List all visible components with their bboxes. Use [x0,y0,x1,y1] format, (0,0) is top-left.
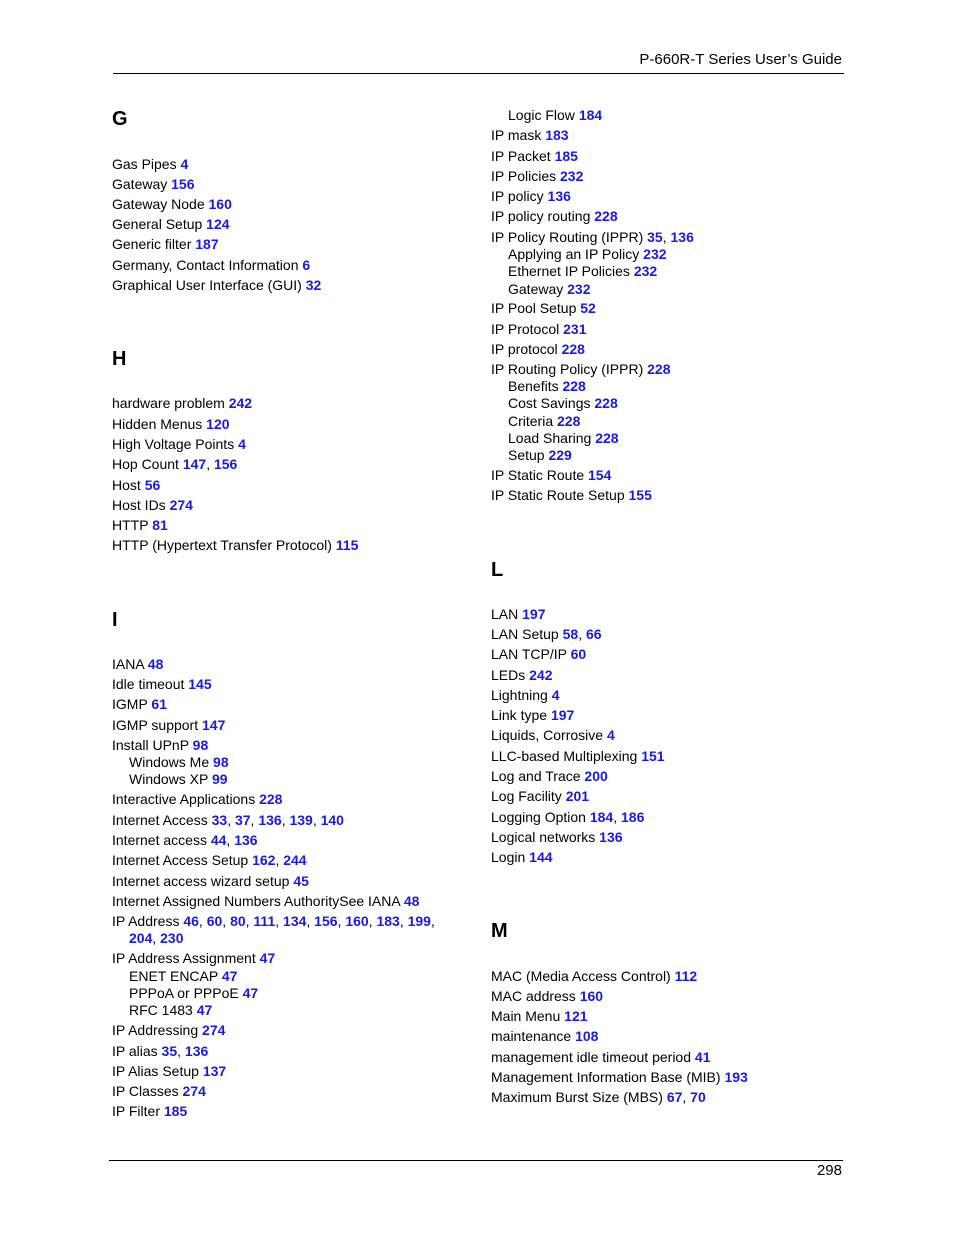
index-entry [491,687,560,704]
entry-label: Host IDs [112,497,170,513]
index-entry [112,477,160,494]
index-entry: 204, 230 [129,930,184,946]
entry-label: MAC address [491,988,580,1004]
index-letter-heading: L [491,559,504,581]
page-link[interactable]: 232 [567,281,591,297]
page-link[interactable]: 60 [570,646,587,662]
entry-label: Windows XP [129,771,212,787]
index-entry [491,467,611,484]
index-entry [112,236,219,253]
page-link[interactable]: 228 [594,395,618,411]
page-link[interactable]: 139 [289,812,313,828]
page-link[interactable]: 47 [221,968,238,984]
entry-label: maintenance [491,1028,576,1044]
page-link[interactable]: 70 [690,1089,706,1105]
entry-label: Gateway [112,176,172,192]
entry-label: Criteria [508,413,558,429]
page-link[interactable]: 81 [152,517,168,533]
entry-label: management idle timeout period [491,1049,695,1065]
entry-label: Hidden Menus [112,416,207,432]
page-link[interactable]: 232 [560,168,584,184]
index-entry [491,707,574,724]
page-link[interactable]: 228 [259,791,283,807]
entry-label: Install UPnP [112,737,193,753]
footer-divider [109,1160,843,1161]
entry-label: Generic filter [112,236,196,252]
entry-label: Logical networks [491,829,600,845]
entry-label: Germany, Contact Information [112,257,303,273]
entry-label: IP Packet [491,148,555,164]
page-link[interactable]: 108 [575,1028,599,1044]
page-link[interactable]: 228 [595,430,619,446]
index-entry [491,829,623,846]
entry-label: IP Address Assignment [112,950,260,966]
index-entry [112,1022,225,1039]
page-link[interactable]: 200 [584,768,608,784]
entry-label: Login [491,849,530,865]
index-letter-heading: G [112,108,128,130]
page-link[interactable]: 232 [633,263,658,279]
page-link[interactable]: 4 [238,436,246,452]
entry-label: MAC (Media Access Control) [491,968,675,984]
entry-label: hardware problem [112,395,229,411]
index-entry [491,321,586,338]
entry-label: Internet Access Setup [112,852,253,868]
index-entry: IP Policy Routing (IPPR) 35, 136 [491,229,694,245]
index-subentry [508,246,667,263]
page-link[interactable]: 61 [151,696,167,712]
entry-label: Log Facility [491,788,566,804]
index-entry: IP Address 46, 60, 80, 111, 134, 156, 160, 183, 199, [112,913,435,929]
entry-label: IP Protocol [491,321,564,337]
entry-label: IP Alias Setup [112,1063,203,1079]
entry-label: Internet Assigned Numbers AuthoritySee IANA [112,893,404,909]
index-entry [491,487,652,504]
index-entry [112,950,275,967]
index-entry: Internet access 44, 136 [112,832,258,848]
entry-label: PPPoA or PPPoE [129,985,243,1001]
page-number: 298 [816,1162,842,1179]
index-entry: LAN Setup 58, 66 [491,626,602,642]
page-link[interactable]: 47 [259,950,276,966]
page-link[interactable]: 228 [562,378,586,394]
entry-label: Windows Me [129,754,214,770]
page-link[interactable]: 48 [403,893,420,909]
page-link[interactable]: 136 [184,1043,209,1059]
index-entry [491,968,697,985]
page-link[interactable]: 136 [599,829,623,845]
page-link[interactable]: 197 [522,606,546,622]
page-link[interactable]: 162 [252,852,276,868]
entry-label: IP Pool Setup [491,300,581,316]
index-entry [491,208,618,225]
entry-label: HTTP (Hypertext Transfer Protocol) [112,537,336,553]
index-subentry [508,263,657,280]
index-entry [112,436,246,453]
index-entry [112,1063,226,1080]
entry-label: LEDs [491,667,530,683]
index-subentry [129,754,229,771]
entry-label: Logic Flow [508,107,579,123]
page-link[interactable]: 183 [376,913,400,929]
index-entry [112,416,230,433]
entry-label: Management Information Base (MIB) [491,1069,725,1085]
page-link[interactable]: 160 [345,913,369,929]
index-entry [491,168,583,185]
entry-label: Link type [491,707,551,723]
entry-label: Gas Pipes [112,156,181,172]
index-entry [491,788,589,805]
index-subentry [508,378,586,395]
page-link[interactable]: 112 [674,968,698,984]
entry-continuation-comma: , [430,913,435,929]
entry-label: LAN Setup [491,626,563,642]
page-link[interactable]: 35 [647,229,663,245]
index-entry [112,1103,187,1120]
page-link[interactable]: 4 [606,727,615,743]
entry-label: Host [112,477,145,493]
page-link[interactable]: 124 [206,216,230,232]
page-link[interactable]: 274 [182,1083,206,1099]
entry-label: LLC-based Multiplexing [491,748,642,764]
entry-label: Lightning [491,687,552,703]
page-link[interactable]: 147 [202,717,226,733]
page-link[interactable]: 185 [554,148,578,164]
index-entry [491,127,569,144]
index-entry [491,849,553,866]
entry-label: Maximum Burst Size (MBS) [491,1089,667,1105]
page-link[interactable]: 6 [302,257,311,273]
page-link[interactable]: 244 [283,852,307,868]
index-entry [112,176,195,193]
entry-label: General Setup [112,216,207,232]
index-subentry [508,281,591,298]
page-link[interactable]: 140 [320,812,344,828]
entry-label: IP policy routing [491,208,595,224]
entry-label: Gateway Node [112,196,209,212]
page-link[interactable]: 120 [206,416,230,432]
entry-label: IP Address [112,913,184,929]
page-link[interactable]: 230 [160,930,184,946]
page-link[interactable]: 197 [550,707,575,723]
page-link[interactable]: 185 [163,1103,188,1119]
entry-label: HTTP [112,517,153,533]
page-link[interactable]: 99 [212,771,228,787]
entry-label: IP Classes [112,1083,183,1099]
index-entry [112,676,212,693]
entry-label: Log and Trace [491,768,585,784]
page-link[interactable]: 186 [621,809,645,825]
page-link[interactable]: 121 [564,1008,588,1024]
entry-label: IP Addressing [112,1022,203,1038]
entry-label: Ethernet IP Policies [508,263,634,279]
page-link[interactable]: 136 [234,832,258,848]
index-entry [112,277,321,294]
entry-label: Gateway [508,281,568,297]
entry-label: Setup [508,447,549,463]
entry-label: IANA [112,656,148,672]
index-entry [112,737,208,754]
page-link[interactable]: 231 [563,321,587,337]
page-link[interactable]: 156 [213,456,238,472]
entry-label: Benefits [508,378,563,394]
index-subentry [129,1002,212,1019]
page-link[interactable]: 56 [144,477,161,493]
page-link[interactable]: 228 [647,361,671,377]
index-subentry [508,395,618,412]
entry-label: LAN [491,606,523,622]
index-entry [491,188,571,205]
page-link[interactable]: 151 [641,748,665,764]
page-link[interactable]: 67 [666,1089,683,1105]
page-link[interactable]: 228 [561,341,585,357]
index-subentry [508,430,619,447]
entry-label: IP Filter [112,1103,164,1119]
index-entry [112,216,230,233]
entry-label: IGMP [112,696,152,712]
entry-label: IP Policy Routing (IPPR) [491,229,648,245]
index-entry [112,517,168,534]
entry-label: Idle timeout [112,676,189,692]
index-entry: Maximum Burst Size (MBS) 67, 70 [491,1089,706,1105]
index-entry [112,656,163,673]
page-link[interactable]: 201 [565,788,590,804]
entry-label: RFC 1483 [129,1002,197,1018]
page-link[interactable]: 46 [183,913,199,929]
entry-label: Hop Count [112,456,183,472]
index-entry [491,361,671,378]
page-link[interactable]: 41 [694,1049,711,1065]
index-entry [112,717,225,734]
index-entry: Logging Option 184, 186 [491,809,645,825]
header-divider [113,73,844,74]
index-entry [491,646,586,663]
page-link[interactable]: 193 [724,1069,748,1085]
entry-label: Cost Savings [508,395,595,411]
page-link[interactable]: 228 [557,413,581,429]
page-link[interactable]: 199 [407,913,431,929]
index-entry [491,1049,710,1066]
index-subentry [129,968,237,985]
page-link[interactable]: 184 [578,107,603,123]
index-entry [112,196,232,213]
page-link[interactable]: 204 [129,930,153,946]
index-entry [112,497,193,514]
entry-label: IP Policies [491,168,560,184]
page-link[interactable]: 32 [305,277,322,293]
page-link[interactable]: 4 [551,687,560,703]
index-entry [112,696,167,713]
index-entry [112,257,310,274]
page-link[interactable]: 242 [529,667,553,683]
index-subentry [508,413,580,430]
page-link[interactable]: 47 [196,1002,213,1018]
page-link[interactable]: 145 [188,676,212,692]
entry-label: Main Menu [491,1008,565,1024]
index-entry [112,156,188,173]
index-letter-heading: I [112,609,118,631]
index-entry: IP alias 35, 136 [112,1043,209,1059]
page-link[interactable]: 37 [234,812,251,828]
page-link[interactable]: 35 [161,1043,178,1059]
index-entry [491,988,603,1005]
entry-label: High Voltage Points [112,436,239,452]
entry-label: IP Static Route [491,467,589,483]
entry-label: Load Sharing [508,430,596,446]
entry-label: IP mask [491,127,546,143]
page-link[interactable]: 187 [195,236,219,252]
entry-label: IP alias [112,1043,162,1059]
index-entry [112,873,309,890]
index-entry [491,300,596,317]
index-subentry [129,771,228,788]
index-entry [491,768,608,785]
page-link[interactable]: 242 [228,395,253,411]
index-entry [112,537,358,554]
entry-label: Interactive Applications [112,791,260,807]
page-link[interactable]: 98 [213,754,229,770]
entry-label: LAN TCP/IP [491,646,571,662]
entry-label: Internet Access [112,812,212,828]
page-link[interactable]: 232 [643,246,667,262]
page-link[interactable]: 33 [211,812,228,828]
index-letter-heading: H [112,348,127,370]
page-link[interactable]: 144 [529,849,553,865]
page-link[interactable]: 136 [258,812,282,828]
index-entry [491,606,545,623]
page-link[interactable]: 156 [171,176,195,192]
index-entry [491,1069,748,1086]
page-link[interactable]: 44 [210,832,227,848]
page-link[interactable]: 52 [580,300,596,316]
index-letter-heading: M [491,920,508,942]
index-entry [112,1083,206,1100]
index-entry [491,667,552,684]
index-entry [491,148,578,165]
index-entry [112,791,282,808]
page-link[interactable]: 60 [206,913,223,929]
page-link[interactable]: 115 [335,537,359,553]
page-link[interactable]: 48 [147,656,164,672]
page-link[interactable]: 274 [169,497,193,513]
index-entry [491,748,665,765]
page-link[interactable]: 4 [180,156,189,172]
page-link[interactable]: 45 [293,873,309,889]
page-link[interactable]: 136 [670,229,694,245]
page-link[interactable]: 111 [253,913,276,929]
page-link[interactable]: 184 [589,809,614,825]
entry-label: Internet access wizard setup [112,873,294,889]
entry-label: Graphical User Interface (GUI) [112,277,306,293]
index-entry [491,1008,588,1025]
page-link[interactable]: 156 [314,913,338,929]
entry-label: IP Static Route Setup [491,487,629,503]
entry-label: IP policy [491,188,548,204]
index-entry: Hop Count 147, 156 [112,456,238,472]
page-link[interactable]: 160 [208,196,232,212]
index-entry [112,893,419,910]
index-entry [491,1028,598,1045]
page-link[interactable]: 80 [230,913,246,929]
entry-label: IP protocol [491,341,562,357]
page-link[interactable]: 274 [202,1022,226,1038]
page-link[interactable]: 58 [562,626,579,642]
page-link[interactable]: 183 [545,127,569,143]
entry-label: IGMP support [112,717,203,733]
index-entry [112,395,252,412]
page-link[interactable]: 147 [182,456,207,472]
page-link[interactable]: 229 [548,447,572,463]
index-subentry [508,107,602,124]
entry-label: IP Routing Policy (IPPR) [491,361,648,377]
page-link[interactable]: 154 [588,467,612,483]
page-link[interactable]: 160 [579,988,604,1004]
page-link[interactable]: 98 [192,737,209,753]
index-entry [491,727,615,744]
page-link[interactable]: 137 [202,1063,227,1079]
guide-title: P-660R-T Series User’s Guide [639,51,842,68]
entry-label: Applying an IP Policy [508,246,644,262]
page-link[interactable]: 47 [242,985,259,1001]
page-link[interactable]: 134 [283,913,307,929]
page-link[interactable]: 136 [547,188,571,204]
entry-label: Logging Option [491,809,590,825]
page-link[interactable]: 66 [585,626,602,642]
index-entry [491,341,585,358]
page-link[interactable]: 228 [594,208,618,224]
index-entry: Internet Access Setup 162, 244 [112,852,307,868]
entry-label: Liquids, Corrosive [491,727,607,743]
index-subentry [129,985,258,1002]
entry-label: Internet access [112,832,211,848]
page-link[interactable]: 155 [628,487,652,503]
index-subentry [508,447,572,464]
entry-label: ENET ENCAP [129,968,222,984]
index-entry: Internet Access 33, 37, 136, 139, 140 [112,812,344,828]
